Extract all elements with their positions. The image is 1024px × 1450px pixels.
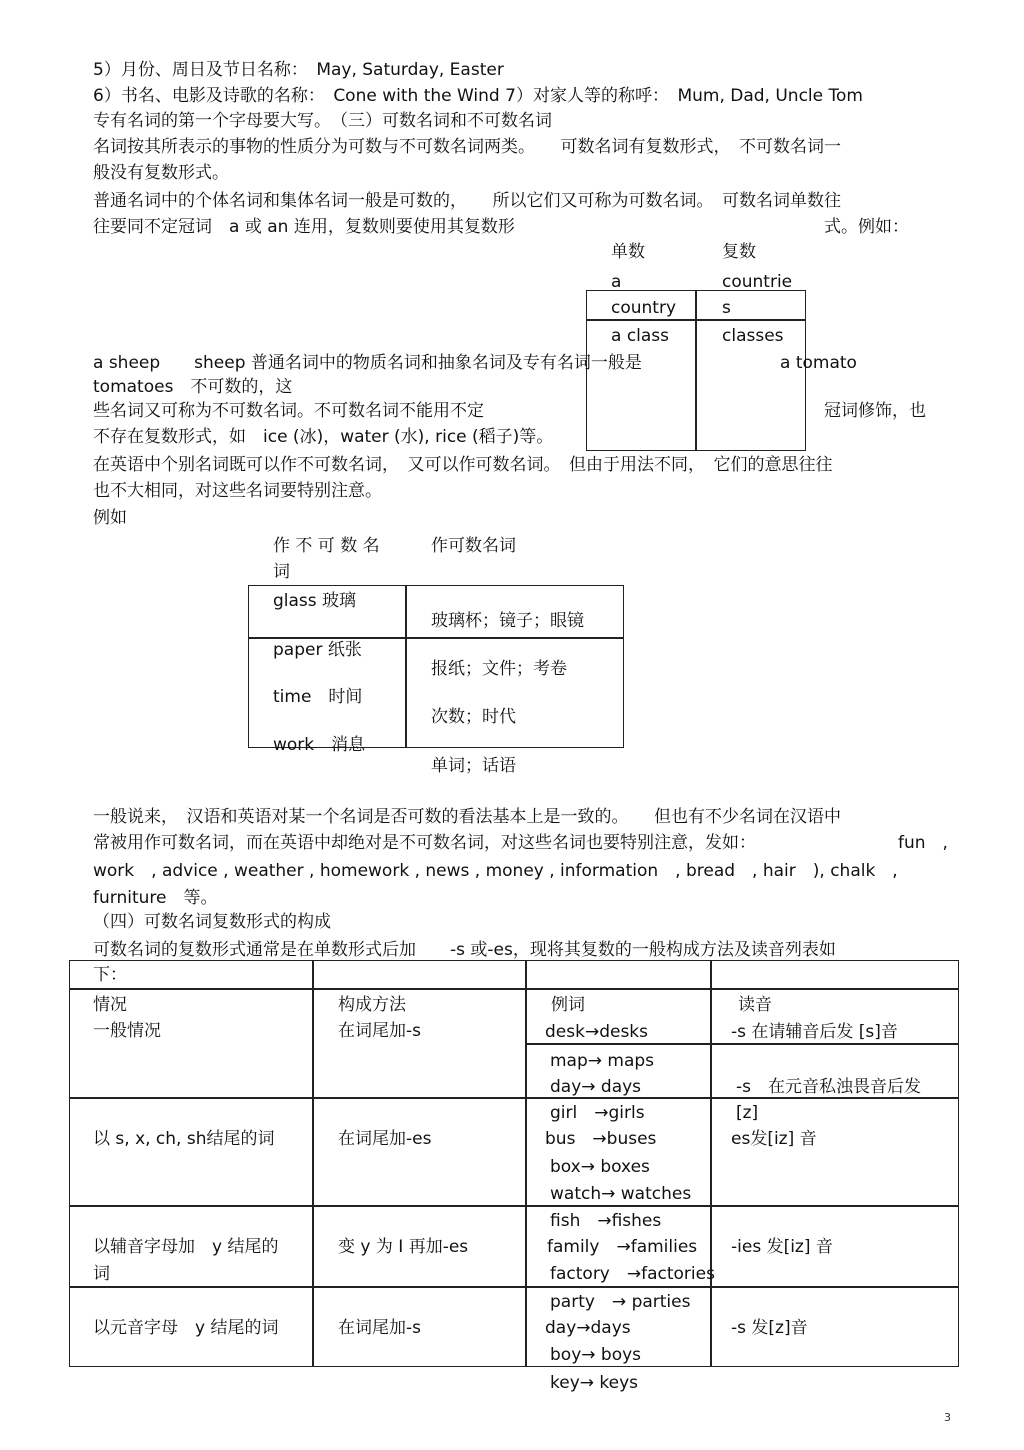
table3-cell: factory →factories bbox=[550, 1264, 715, 1284]
table3-cell: party → parties bbox=[550, 1292, 691, 1312]
table3-header: 情况 bbox=[93, 995, 127, 1015]
table3-divider bbox=[710, 960, 712, 1367]
text-line: 些名词又可称为不可数名词。不可数名词不能用不定 bbox=[93, 401, 484, 421]
table3-cell: watch→ watches bbox=[550, 1184, 692, 1204]
table3-cell: -s 在请辅音后发 [s]音 bbox=[731, 1022, 898, 1042]
table3-cell: map→ maps bbox=[550, 1051, 655, 1071]
table3-cell: 词 bbox=[93, 1264, 110, 1284]
text-line: 不存在复数形式，如 ice (冰)，water (水), rice (稻子)等。 bbox=[93, 427, 554, 447]
table3-cell: day→ days bbox=[550, 1077, 642, 1097]
text-line: a sheep sheep 普通名词中的物质名词和抽象名词及专有名词一般是 bbox=[93, 353, 642, 373]
table1-cell: a bbox=[611, 272, 622, 292]
text-line: work , advice , weather , homework , news , money , information , bread , hair ), chalk , bbox=[93, 861, 898, 881]
table3-cell: fish →fishes bbox=[550, 1211, 662, 1231]
table3-cell: 在词尾加-es bbox=[338, 1129, 432, 1149]
table1-cell: countrie bbox=[722, 272, 793, 292]
table2-cell: 单词；话语 bbox=[431, 756, 516, 776]
text-line: 也不大相同，对这些名词要特别注意。 bbox=[93, 481, 382, 501]
table3-cell: key→ keys bbox=[550, 1373, 639, 1393]
table3-header: 例词 bbox=[551, 995, 585, 1015]
text-line: 6）书名、电影及诗歌的名称： Cone with the Wind 7）对家人等的称呼： Mum, Dad, Uncle Tom bbox=[93, 86, 863, 106]
table1-cell: country bbox=[611, 298, 677, 318]
table2-cell: glass 玻璃 bbox=[273, 591, 357, 611]
table3-divider bbox=[525, 1043, 959, 1045]
table3-cell: -s 在元音私浊畏音后发 bbox=[736, 1077, 921, 1097]
text-line: 下： bbox=[93, 965, 127, 985]
table3-cell: box→ boxes bbox=[550, 1157, 650, 1177]
text-line: 在英语中个别名词既可以作不可数名词， 又可以作可数名词。 但由于用法不同， 它们的意思往往 bbox=[93, 455, 833, 475]
table3-cell: [z] bbox=[736, 1103, 759, 1123]
text-line: 专有名词的第一个字母要大写。 （三）可数名词和不可数名词 bbox=[93, 111, 552, 131]
text-line: 冠词修饰，也 bbox=[824, 401, 926, 421]
table3-cell: -ies 发[iz] 音 bbox=[731, 1237, 833, 1257]
text-line: 5）月份、周日及节日名称： May, Saturday, Easter bbox=[93, 60, 504, 80]
table3-divider bbox=[312, 960, 314, 1367]
table2-cell: work 消息 bbox=[273, 735, 366, 755]
table3-header: 读音 bbox=[738, 995, 772, 1015]
text-line: a tomato bbox=[780, 353, 857, 373]
table3-cell: 以 s, x, ch, sh结尾的词 bbox=[93, 1129, 275, 1149]
table3-cell: 以元音字母 y 结尾的词 bbox=[93, 1318, 279, 1338]
table1-cell: a class bbox=[611, 326, 670, 346]
table2-cell: time 时间 bbox=[273, 687, 363, 707]
table3-divider bbox=[69, 1286, 959, 1288]
table3-header: 构成方法 bbox=[338, 995, 406, 1015]
table1-divider bbox=[695, 290, 697, 451]
table2-cell: 玻璃杯；镜子；眼镜 bbox=[431, 611, 584, 631]
table3-divider bbox=[525, 960, 527, 1367]
table2-cell: 报纸；文件；考卷 bbox=[431, 659, 567, 679]
table3-cell: boy→ boys bbox=[550, 1345, 642, 1365]
table3-cell: -s 发[z]音 bbox=[731, 1318, 808, 1338]
text-line: 般没有复数形式。 bbox=[93, 163, 229, 183]
table3-cell: 变 y 为 I 再加-es bbox=[338, 1237, 469, 1257]
table3-cell: es发[iz] 音 bbox=[731, 1129, 817, 1149]
text-line: furniture 等。 bbox=[93, 888, 218, 908]
table3-cell: girl →girls bbox=[550, 1103, 645, 1123]
table3-cell: bus →buses bbox=[545, 1129, 657, 1149]
table2-header-uncount: 作 不 可 数 名 bbox=[273, 536, 380, 556]
table3-cell: 在词尾加-s bbox=[338, 1021, 421, 1041]
table2-header-uncount: 词 bbox=[273, 562, 290, 582]
table3-cell: desk→desks bbox=[545, 1022, 649, 1042]
table2-header-count: 作可数名词 bbox=[431, 536, 516, 556]
table2-cell: paper 纸张 bbox=[273, 640, 362, 660]
table3-cell: 在词尾加-s bbox=[338, 1318, 421, 1338]
table1-cell: s bbox=[722, 298, 731, 318]
table1-header-single: 单数 bbox=[611, 242, 645, 262]
text-line: 可数名词的复数形式通常是在单数形式后加 -s 或-es，现将其复数的一般构成方法及读音列表如 bbox=[93, 940, 836, 960]
text-line: 一般说来， 汉语和英语对某一个名词是否可数的看法基本上是一致的。 但也有不少名词在汉语中 bbox=[93, 807, 841, 827]
table2-cell: 次数；时代 bbox=[431, 707, 516, 727]
table3-divider bbox=[69, 988, 959, 990]
table3-cell: 以辅音字母加 y 结尾的 bbox=[93, 1237, 279, 1257]
text-line: 往要同不定冠词 a 或 an 连用，复数则要使用其复数形 bbox=[93, 217, 515, 237]
table1-cell: classes bbox=[722, 326, 784, 346]
text-line: 式。例如： bbox=[824, 217, 909, 237]
text-line: 例如 bbox=[93, 508, 127, 528]
text-line: fun , bbox=[898, 833, 948, 853]
text-line: 名词按其所表示的事物的性质分为可数与不可数名词两类。 可数名词有复数形式， 不可数名词一 bbox=[93, 137, 841, 157]
table3-cell: day→days bbox=[545, 1318, 631, 1338]
table3-cell: family →families bbox=[547, 1237, 698, 1257]
table3-divider bbox=[69, 1205, 959, 1207]
table3-cell: 一般情况 bbox=[93, 1021, 161, 1041]
text-line: tomatoes 不可数的，这 bbox=[93, 377, 293, 397]
page-number: 3 bbox=[944, 1411, 951, 1424]
section-heading: （四）可数名词复数形式的构成 bbox=[93, 912, 331, 932]
text-line: 普通名词中的个体名词和集体名词一般是可数的， 所以它们又可称为可数名词。 可数名词单数往 bbox=[93, 191, 841, 211]
text-line: 常被用作可数名词，而在英语中却绝对是不可数名词，对这些名词也要特别注意，发如： bbox=[93, 833, 756, 853]
table1-header-plural: 复数 bbox=[722, 242, 756, 262]
table2-divider bbox=[405, 585, 407, 748]
